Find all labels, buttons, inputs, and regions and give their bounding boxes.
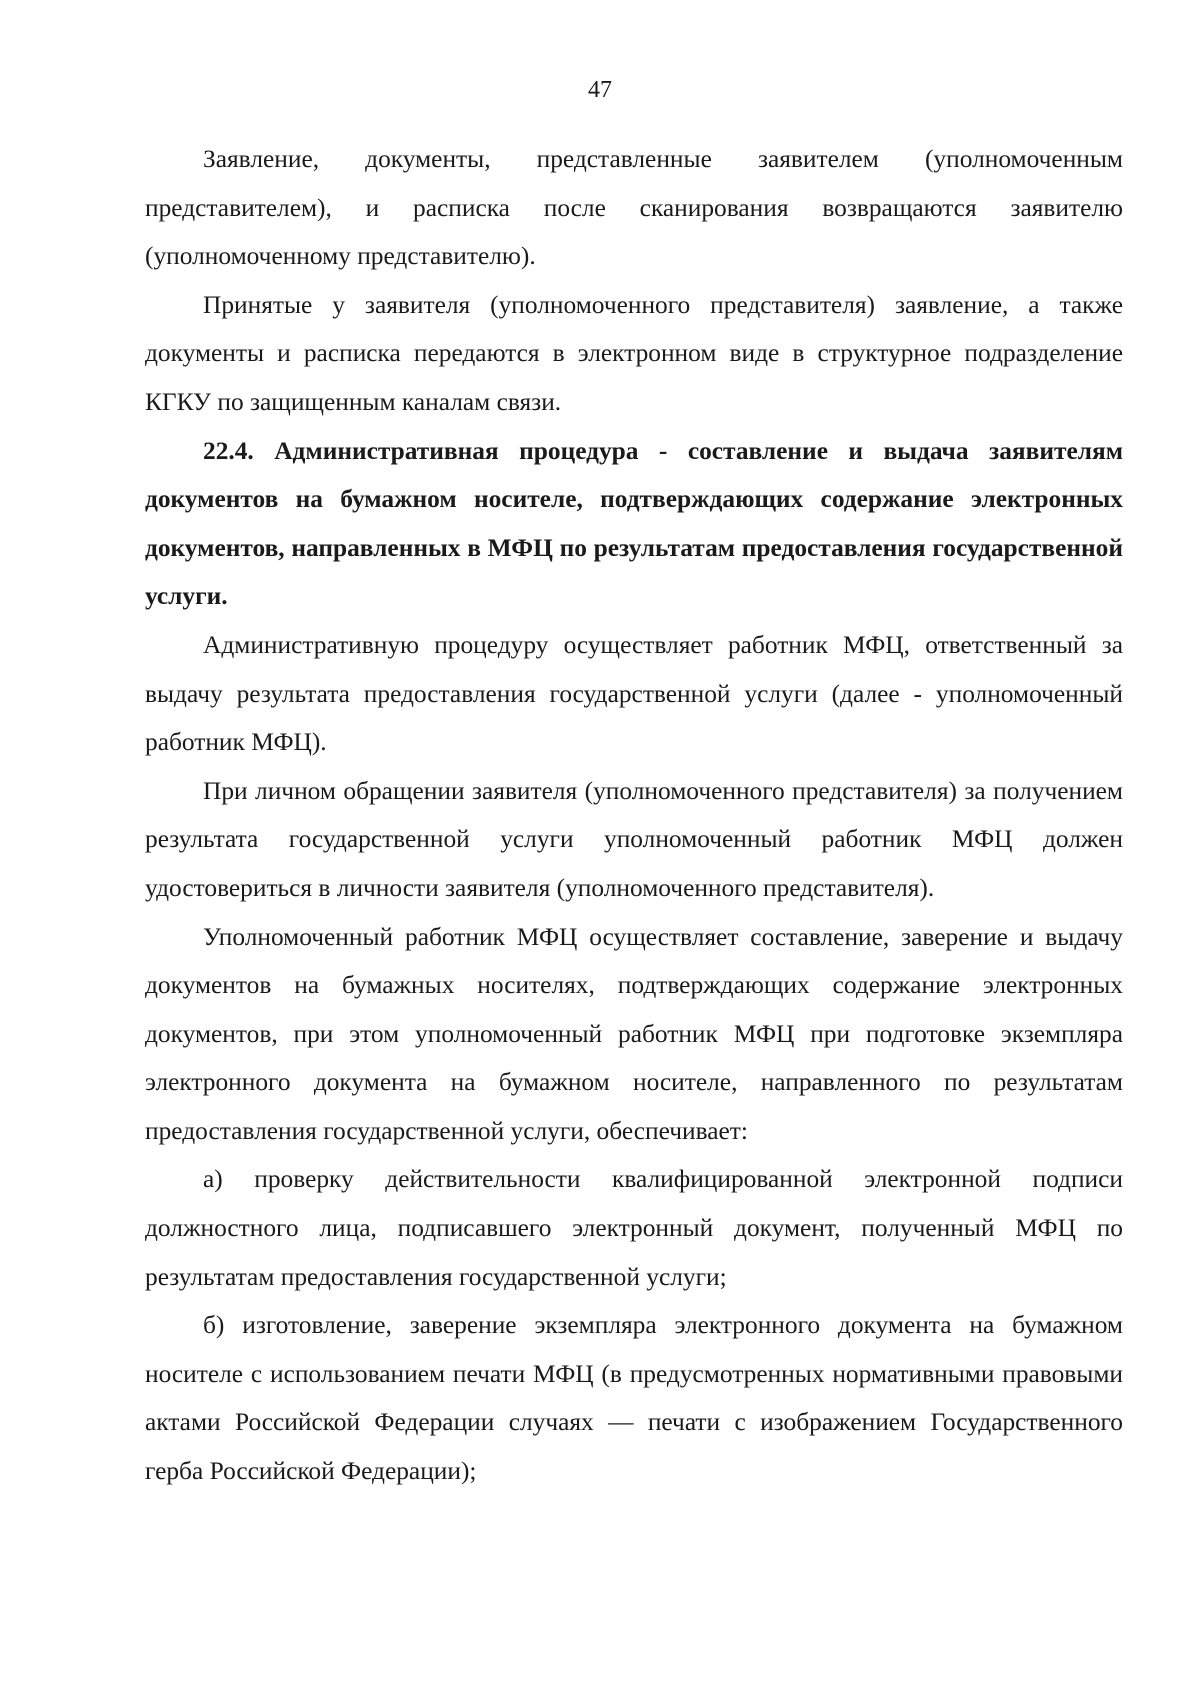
paragraph-issuance-duties: Уполномоченный работник МФЦ осуществляет составление, заверение и выдачу документов на бумажных носителях, подтверждающих содержание электронных документов, при этом уполномоченный работник МФЦ при подготовке экземпляра электронного документа на бумажном носителе, направленного по результатам предоставления государственной услуги, обеспечивает: — [145, 922, 1123, 1145]
paragraph-returned-documents: Заявление, документы, представленные заявителем (уполномоченным представителем), и расписка после сканирования возвращаются заявителю (уполномоченному представителю). — [145, 145, 1123, 271]
paragraph-procedure-executor: Административную процедуру осуществляет работник МФЦ, ответственный за выдачу результата предоставления государственной услуги (далее - уполномоченный работник МФЦ). — [145, 630, 1123, 757]
list-item-b-certification: б) изготовление, заверение экземпляра электронного документа на бумажном носителе с использованием печати МФЦ (в предусмотренных нормативными правовыми актами Российской Федерации случаях — печати с изображением Государственного герба Российской Федерации); — [145, 1311, 1123, 1486]
section-heading-22-4: 22.4. Административная процедура - составление и выдача заявителям документов на бумажном носителе, подтверждающих содержание электронных документов, направленных в МФЦ по результатам предоставления государственной услуги. — [145, 436, 1123, 611]
paragraph-transfer-to-kgku: Принятые у заявителя (уполномоченного представителя) заявление, а также документы и расписка передаются в электронном виде в структурное подразделение КГКУ по защищенным каналам связи. — [145, 290, 1123, 416]
document-body — [145, 135, 1123, 1496]
list-item-a-signature-check: а) проверку действительности квалифицированной электронной подписи должностного лица, подписавшего электронный документ, полученный МФЦ по результатам предоставления государственной услуги; — [145, 1165, 1123, 1291]
page-number: 47 — [588, 77, 612, 103]
paragraph-identity-check: При личном обращении заявителя (уполномоченного представителя) за получением результата государственной услуги уполномоченный работник МФЦ должен удостовериться в личности заявителя (уполномоченного представителя). — [145, 776, 1123, 902]
